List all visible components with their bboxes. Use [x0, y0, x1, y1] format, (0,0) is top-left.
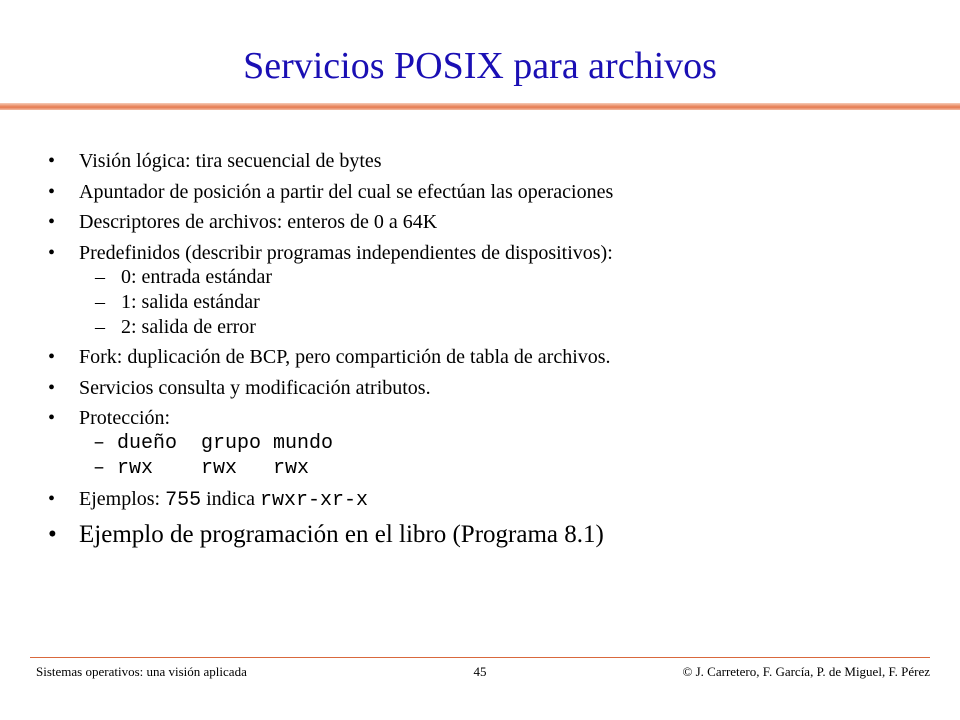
bullet-item	[48, 181, 928, 205]
bullet-symbol: •	[48, 407, 56, 430]
bullet-item	[48, 407, 928, 481]
footer-authors: © J. Carretero, F. García, P. de Miguel, F. Pérez	[682, 664, 930, 679]
sub-item	[79, 291, 928, 315]
protection-row-owners: – dueño grupo mundo	[93, 431, 334, 455]
bullet-item	[48, 150, 928, 174]
bullet-symbol: •	[48, 376, 56, 399]
sub-item	[79, 266, 928, 290]
bullet-text: Servicios consulta y modificación atributos.	[79, 376, 431, 399]
title-divider	[0, 103, 960, 110]
slide-title: Servicios POSIX para archivos	[243, 45, 717, 87]
bullet-text: Ejemplo de programación en el libro (Programa 8.1)	[79, 520, 604, 548]
bullet-item	[48, 377, 928, 401]
footer-page-number: 45	[473, 664, 487, 679]
bullet-symbol: •	[48, 346, 56, 369]
bullet-item	[48, 520, 928, 550]
bullet-symbol: •	[48, 150, 56, 172]
bullet-item	[48, 488, 928, 513]
bullet-symbol: •	[48, 487, 56, 510]
dash-symbol: –	[95, 290, 105, 313]
protection-row-permissions: – rwx rwx rwx	[93, 456, 310, 480]
bullet-symbol: •	[48, 241, 56, 264]
bullet-text: Fork: duplicación de BCP, pero compartición de tabla de archivos.	[79, 346, 611, 369]
bullet-text: Protección:	[79, 407, 171, 430]
examples-prefix: Ejemplos:	[79, 487, 166, 510]
bullet-symbol: •	[48, 211, 56, 234]
bullet-text: Descriptores de archivos: enteros de 0 a 64K	[79, 211, 438, 234]
bullet-item	[48, 346, 928, 370]
sub-item-text: 1: salida estándar	[121, 290, 260, 313]
bullet-item	[48, 242, 928, 339]
examples-code-symbolic: rwxr-xr-x	[260, 488, 369, 512]
sub-item-text: 0: entrada estándar	[121, 266, 273, 289]
bullet-text: Predefinidos (describir programas independientes de dispositivos):	[79, 241, 613, 264]
bullet-item	[48, 211, 928, 235]
bullet-text: Apuntador de posición a partir del cual se efectúan las operaciones	[79, 180, 614, 203]
slide-content	[48, 150, 928, 556]
dash-symbol: –	[95, 315, 105, 338]
footer-book-title: Sistemas operativos: una visión aplicada	[36, 664, 247, 679]
bullet-symbol: •	[48, 180, 56, 203]
examples-code-octal: 755	[165, 488, 202, 512]
dash-symbol: –	[95, 266, 105, 289]
examples-middle: indica	[201, 487, 260, 510]
sub-item-text: 2: salida de error	[121, 315, 256, 338]
bullet-symbol: •	[48, 520, 57, 548]
bullet-text: Visión lógica: tira secuencial de bytes	[79, 150, 382, 172]
sub-item	[79, 316, 928, 340]
footer-divider	[30, 657, 930, 658]
